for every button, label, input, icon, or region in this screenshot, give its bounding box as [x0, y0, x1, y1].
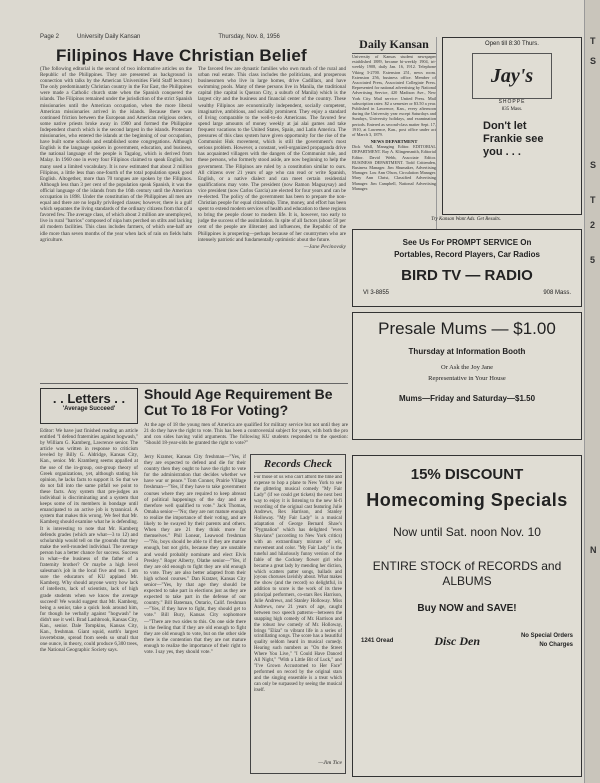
issue-date: Thursday, Nov. 8, 1956 [218, 34, 280, 40]
bird-footer [363, 290, 571, 296]
disc-logo: Disc Den [434, 633, 480, 648]
bird-logo: BIRD TV — RADIO [401, 267, 533, 284]
records-title: Records Check [254, 458, 342, 473]
edge-letter: S [590, 56, 597, 66]
disc-address: 1241 Oread [361, 638, 394, 644]
edge-letter: T [590, 36, 596, 46]
lead-byline: —Jane Pecinovsky [303, 243, 346, 250]
mums-rep: Representative in Your House [428, 375, 506, 382]
mums-or: Or Ask the Joy Jane [441, 364, 493, 371]
disc-note-2: No Charges [539, 642, 573, 648]
lead-col1-text: (The following editorial is the second of two informative articles on the Republic of the Philippines. They are presented as background in connection with talks by the American Universities Field Staff lecturer.) The only predominantly Christian country in the Far East, the Philippines were made a Catholic church state when the Spanish conquered the islands. The Filipinos remained under the jurisdiction of the strict Spanish missionaries until the American occupation, when the more liberal American missionaries arrived in the islands. Because there was continued friction between the European and American religious orders, some native priests broke away in 1900 and formed the Philippine Independent church which is the second largest in the islands. Protestant missionaries, who entered the islands at the beginning of our occupation, have built some schools and established some congregations. Although English is the language spoken in government, education, and business, the national language of the people is Tagalog, which is derived from Malay. In 1960 one in every four Filipinos claimed to speak English, but many used a limited vocabulary. It is now estimated that about 2 million Filipinos, a little less than one-fourth of the total population speak good English. Altogether, more than 70 tongues are spoken by the Filipinos. Although less than 3 per cent of the population speak Spanish, it was the official language of the islands from the 16th century until the American occupation in 1898. Under the constitution of the Philippines all men are equal and there are no legally privileged classes; however, there is a gulf which separates the living standards of the ordinary citizens from that of a favored few. The average class, of which about 2 million are unemployed, live in rural "barrios" composed of nipa huts perched on stilts and lacking all modern facilities. This class includes farmers, of which one-half are idle more than seven months of the year when lack of rain on fields halts agriculture. [40, 66, 192, 243]
vote-column [144, 454, 246, 776]
letters-subtitle: 'Average Succeed' [62, 406, 116, 412]
disc-notes [521, 632, 573, 650]
records-byline: —Jim Tice [318, 760, 342, 766]
section-divider [40, 383, 348, 384]
page-header [40, 34, 380, 44]
mums-later: Mums—Friday and Saturday—$1.50 [398, 394, 536, 403]
adjacent-page-edge [584, 0, 600, 783]
mums-headline: Presale Mums — $1.00 [378, 319, 556, 338]
jay-hours: Open till 8:30 Thurs. [485, 41, 539, 47]
jays-shoppe-ad [442, 37, 582, 215]
disc-note-1: No Special Orders [520, 633, 573, 639]
disc-stock: ENTIRE STOCK of RECORDS and ALBUMS [372, 559, 562, 588]
jay-slogan-line2: Frankie see [483, 133, 544, 145]
lead-column-2 [198, 66, 346, 381]
disc-homecoming: Homecoming Specials [366, 490, 568, 510]
bird-line2: Portables, Record Players, Car Radios [394, 250, 540, 259]
jay-logo: Jay's [472, 53, 552, 99]
masthead [352, 37, 437, 229]
lead-column-1 [40, 66, 192, 381]
vote-responses: Jerry Kramer, Kansas City freshman—"Yes, if they are expected to defend and die for their country then they ought to have the right to vote for the administration that decides whether we have war or peace." Tom Conner, Prairie Village freshman—"Yes, if they have to take government courses where they are required to keep abreast of political happenings of the day and are therefore well qualified to vote." Jack Thomas, Omaha senior—"No; they are not mature enough to realize the importance of their voting, and are likely to be swayed by their parents and others. When they are 21 they think more for themselves." Phil Lonear, Leawood freshman—"No, boys should be able to if they are mature enough, but not girls, because they are unstable and would probably nominate and elect Elvis Presley." Roger Alberty, Olathe senior—"Yes, if they are old enough to fight they are old enough to vote. They are also better adapted from their high school courses." Dan Kratzer, Kansas City senior—"Yes, by that age they should be expected to take part in elections just as they are expected to take part in the defense of our country." Bill Bateman, Ontario, Calif. freshman—"Yes, if they have to fight, they should get to vote." Bill Bury, Kansas City sophomore—"There are two sides to this. On one side there is the feeling that if they are old enough to fight they are old enough to vote, but on the other side there is the contention that they are not mature enough to realize the importance of their right to vote. I say yes, they should vote." [144, 454, 246, 655]
letters-heading-box [40, 388, 138, 424]
masthead-staff: Dick Wall, Managing Editor. EDITORIAL DEPARTMENT. Ray A. Klingensmith, Editorial Editor. David Webb, Associate Editor. BUSINESS DEPARTMENT. Todd Crittenden, Business Manager. Jim Shumaker, Advertising Manager. Lou Ann Olson, Circulation Manager. Mary Ann Christ, Classified Advertising Manager. Jim Campbell, National Advertising Manager. [352, 144, 436, 191]
letters-title: . . Letters . . [52, 391, 126, 406]
bird-address: 908 Mass. [543, 290, 571, 296]
records-body: For those of us who can't afford the time and expense to hop a plane to New York to see the glittering musical comedy "My Fair Lady" (if we could get tickets) the next best way to enjoy it is listening to the new hi-fi recording of the original cast featuring Julie Andrews, Rex Harrison, and Stanley Holloway. "My Fair Lady" is a musical adaptation of George Bernard Shaw's "Pygmalion" which has delighted "even Shavians" (according to New York critics) with an extraordinary mixture of wit, movement and color. "My Fair Lady" is the tuneful and hilariously funny version of the fable of the Cockney flower girl who became a great lady by mending her diction, which scatters patter songs, ballads and joyous choruses lavishly about. What makes the show (and the record) so delightful, in addition to score is the work of its three principal performers, co-stars Rex Harrison, Julie Andrews, and Stanley Holloway. Miss Andrews, now 21 years of age, caught between two speech patterns—between the snapping high comedy of Mr. Harrison and the robust low comedy of Mr. Holloway, brings "Eliza" to vibrant life in a series of scintillating songs. The score has a beautiful quality seldom heard in musical comedy. Hearing such numbers as "On the Street Where You Live," "I Could Have Danced All Night," "With a Little Bit of Luck," and "I've Grown Accustomed to Her Face" performed on record by the original stars and the singing ensemble is a treat which can only be surpassed by seeing the musical itself. [254, 475, 342, 693]
masthead-body: University of Kansas student newspaper established 1889, became bi-weekly 1904, tri-weekly 1908, daily Jan. 16, 1912. Telephone Viking 3-2700. Extension 251, news room. Extension 256, business office. Member of Associated Press, Associated Collegiate Press. Represented for national advertising by National Advertising Service, 420 Madison Ave., New York City. Mail service: United Press. Mail subscription rates: $2 a semester or $3.50 a year. Published in Lawrence, Kan., every afternoon during the University year except Saturdays and Sundays, University holidays, and examination periods. Entered as second-class matter Sept. 17, 1910, at Lawrence, Kan., post office under act of March 3, 1879. [352, 54, 436, 138]
jay-slogan-line3: you . . . [483, 146, 521, 158]
masthead-staff-heading: NEWS DEPARTMENT [370, 139, 418, 145]
vote-intro [144, 422, 348, 452]
presale-mums-ad [352, 312, 582, 440]
letters-body: Editor: We have just finished reading an article entitled "I defend fraternities against hogwash," by William G. Kamberg, Lawrence senior. The article was written in response to criticism leveled by Billy G. Aldridge, Kansas City, Kan., senior. Mr. Kramberg seems appalled at the use of the in-group, out-group theory of Greek organizations, yet, although stating his opinion, he lacks facts to support it. So that we do not fall into the same pitfall we point to these facts. Any system that pre-judges an individual is discriminating and a system that keeps some of its members in bondage until emancipated to an active job is tyrannical. A system that makes this wrong. We feel that Mr. Kamberg should examine what he is defending. It is interesting to note that Mr. Kamberg defends grades (which are what—3 to 12) and scholarship would tell on the grounds that they make the well-rounded individual. The average person has a better chance for success. Success in what—the business of the father of a fraternity brother? Or maybe a high level salesman's job in the local five and ten. I am sure the educators of KU applaud Mr. Kamberg. Why should anyone worry how lack of intellects, lack of scientists, lack of high grade students when we know the average succeed! We would suggest that Mr. Kamberg, being a senior, take a quick look around him, for though he verbally against "hogwash" he didn't use it well. Brad Lashbrook, Kansas City, Kan., senior. Dale Tompkins, Kansas City, Kan., freshman. Giant squid, earth's largest invertebrate, spread from seeds so small that one ounce, in theory, could produce 6,300 trees, the National Geographic Society says. [40, 428, 138, 654]
edge-letter: T [590, 195, 596, 205]
edge-letter: 5 [590, 255, 596, 265]
masthead-title: Daily Kansan [352, 37, 436, 54]
lead-headline: Filipinos Have Christian Belief [56, 46, 307, 65]
edge-letter: N [590, 545, 597, 555]
jay-slogan [483, 120, 581, 159]
page-number: Page 2 [40, 34, 60, 40]
jay-shoppe-label: SHOPPE [498, 99, 526, 105]
mums-where: Thursday at Information Booth [408, 347, 526, 356]
letters-column [40, 428, 138, 778]
paper-name: University Daily Kansan [77, 34, 141, 40]
disc-dates: Now until Sat. noon Nov. 10 [393, 525, 541, 539]
lead-col2-text: The favored few are dynastic families who own much of the rural and urban real estate. This class includes the politicians, and prosperous businessmen who live in large homes, drive Cadillacs, and have swimming pools. Many of these persons live in Manila, the traditional capital (the capital is Quezon City, a suburb of Manila) which is the largest city and the business and financial center of the country. These wealthy Filipinos are economically independent, socially competent, imaginative, ambitious, and socially prominent. They enjoy a standard of living comparable to the well-to-do Americans. The favored few spend large amounts of money weekly at jai alai games and take frequent vacations to the United States, Spain, and Latin America. The pressures of this class system have given opportunity for the rise of the Communist Huk movement, which is still the government's most serious problem. However, a constant, well-organized propaganda drive has acquainted villagers with the dangers of the Communist rule, and these persons, who formerly stood aside, are now beginning to help the government. The Filipinos are ruled by a constitution similar to ours. All citizens over 21 years of age who can read or write Spanish, English, or a native dialect and can meet certain residential qualifications may vote. The president (now Ramon Magsaysay) and vice president (now Carlos Garcia) are elected for four years and can be re-elected. The policy of the government has been to prepare the non-Christian people for equal citizenship. Time, money, and effort has been spent to extend modern services of health and education to these regions to bring the people closer to modern life. It is, however, too early to judge the success of the assimilation. In spite of all factors (about 50 per cent of the people are illiterate) and influences, the Republic of the Philippines is prospering—perhaps because of her countrymen who are intensely patriotic and fundamentally optimistic about the future. [198, 66, 346, 243]
disc-discount: 15% DISCOUNT [410, 466, 524, 483]
jay-address: 835 Mass. [501, 107, 523, 112]
disc-den-ad [352, 455, 582, 777]
records-check-box [250, 454, 346, 774]
edge-letter: S [590, 160, 597, 170]
bird-phone: VI 3-8855 [363, 290, 390, 296]
want-ads-note: Try Kansan Want Ads. Get Results. [431, 217, 501, 222]
disc-buy-now: Buy NOW and SAVE! [417, 603, 517, 614]
edge-letter: 2 [590, 220, 596, 230]
bird-line1: See Us For PROMPT SERVICE On [402, 238, 532, 247]
jay-slogan-line1: Don't let [483, 120, 527, 132]
vote-intro-text: At the age of 18 the young men of America are qualified for military service but not until they are 21 do they have the right to vote. This has been a controversial subject for years, with both the pro and con sides having valid arguments. The following KU students responded to the question: "Should 18-year-olds be granted the right to vote?" [144, 422, 348, 447]
vote-headline: Should Age Requirement Be Cut To 18 For Voting? [144, 386, 333, 418]
disc-footer [361, 632, 573, 650]
bird-tv-ad [352, 229, 582, 307]
